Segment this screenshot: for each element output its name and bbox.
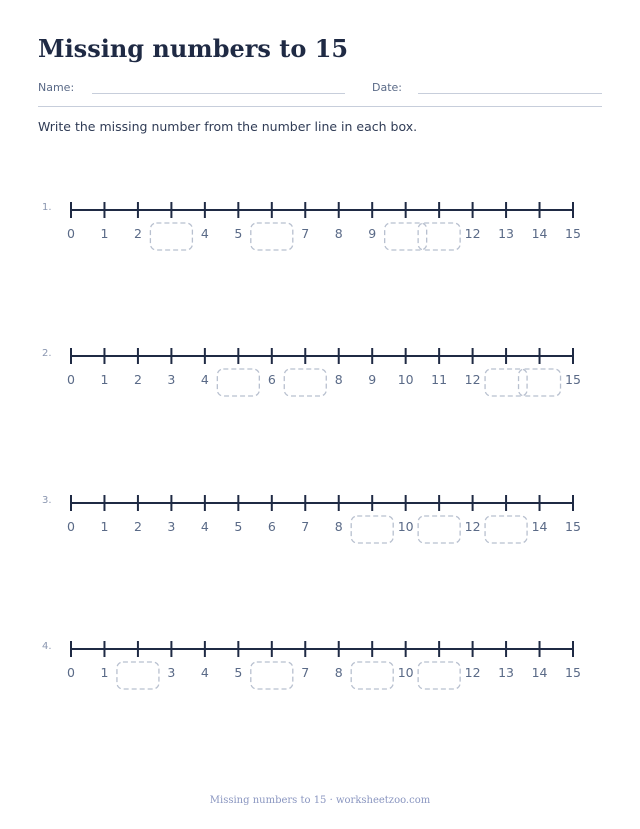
- tick-label: 9: [368, 226, 377, 241]
- number-line: [60, 202, 585, 254]
- tick-label: 9: [368, 372, 377, 387]
- tick-label: 8: [334, 372, 343, 387]
- tick-label: 0: [67, 665, 75, 680]
- answer-box[interactable]: [485, 369, 527, 396]
- tick-label: 1: [100, 665, 109, 680]
- problem-1: [0, 202, 640, 262]
- number-line: [60, 495, 585, 547]
- tick-label: 6: [267, 372, 276, 387]
- date-field-line[interactable]: [418, 93, 602, 94]
- answer-box[interactable]: [418, 662, 460, 689]
- problem-number: 3.: [42, 495, 52, 506]
- tick-label: 13: [498, 226, 515, 241]
- tick-label: 13: [498, 665, 515, 680]
- tick-label: 5: [234, 226, 243, 241]
- tick-label: 0: [67, 226, 75, 241]
- tick-label: 10: [397, 665, 414, 680]
- tick-label: 15: [565, 665, 581, 680]
- header-divider: [38, 106, 602, 107]
- answer-box[interactable]: [251, 223, 293, 250]
- tick-label: 10: [397, 372, 414, 387]
- answer-box[interactable]: [418, 516, 460, 543]
- answer-box[interactable]: [519, 369, 561, 396]
- tick-label: 2: [133, 372, 142, 387]
- tick-label: 8: [334, 665, 343, 680]
- problem-4: [0, 641, 640, 701]
- answer-box[interactable]: [351, 662, 393, 689]
- tick-label: 1: [100, 372, 109, 387]
- tick-label: 11: [431, 372, 448, 387]
- tick-label: 3: [167, 665, 176, 680]
- tick-label: 3: [167, 372, 176, 387]
- problem-number: 2.: [42, 348, 52, 359]
- tick-label: 5: [234, 519, 243, 534]
- answer-box[interactable]: [351, 516, 393, 543]
- tick-label: 12: [464, 665, 481, 680]
- tick-label: 15: [565, 519, 581, 534]
- tick-label: 10: [397, 519, 414, 534]
- tick-label: 15: [565, 226, 581, 241]
- footer-credit: Missing numbers to 15 · worksheetzoo.com: [209, 795, 431, 806]
- tick-label: 7: [301, 226, 310, 241]
- date-label: Date:: [372, 81, 402, 94]
- tick-label: 14: [531, 665, 548, 680]
- answer-box[interactable]: [117, 662, 159, 689]
- tick-label: 2: [133, 226, 142, 241]
- tick-label: 3: [167, 519, 176, 534]
- name-field-line[interactable]: [92, 93, 345, 94]
- tick-label: 0: [67, 372, 75, 387]
- tick-label: 15: [565, 372, 581, 387]
- tick-label: 5: [234, 665, 243, 680]
- problem-number: 4.: [42, 641, 52, 652]
- name-date-row: [38, 80, 602, 98]
- tick-label: 14: [531, 519, 548, 534]
- name-label: Name:: [38, 81, 75, 94]
- tick-label: 2: [133, 519, 142, 534]
- answer-box[interactable]: [284, 369, 326, 396]
- answer-box[interactable]: [217, 369, 259, 396]
- answer-box[interactable]: [385, 223, 427, 250]
- tick-label: 4: [200, 226, 209, 241]
- answer-box[interactable]: [150, 223, 192, 250]
- problem-3: [0, 495, 640, 555]
- tick-label: 14: [531, 226, 548, 241]
- number-line: [60, 348, 585, 400]
- tick-label: 0: [67, 519, 75, 534]
- tick-label: 4: [200, 519, 209, 534]
- tick-label: 6: [267, 519, 276, 534]
- number-line: [60, 641, 585, 693]
- tick-label: 8: [334, 226, 343, 241]
- worksheet-title: Missing numbers to 15: [38, 34, 349, 63]
- answer-box[interactable]: [251, 662, 293, 689]
- tick-label: 4: [200, 665, 209, 680]
- problem-number: 1.: [42, 202, 52, 213]
- problem-2: [0, 348, 640, 408]
- answer-box[interactable]: [418, 223, 460, 250]
- tick-label: 7: [301, 519, 310, 534]
- tick-label: 1: [100, 519, 109, 534]
- tick-label: 1: [100, 226, 109, 241]
- tick-label: 12: [464, 226, 481, 241]
- tick-label: 7: [301, 665, 310, 680]
- instructions-text: Write the missing number from the number line in each box.: [38, 119, 418, 134]
- tick-label: 8: [334, 519, 343, 534]
- tick-label: 12: [464, 519, 481, 534]
- tick-label: 12: [464, 372, 481, 387]
- tick-label: 4: [200, 372, 209, 387]
- answer-box[interactable]: [485, 516, 527, 543]
